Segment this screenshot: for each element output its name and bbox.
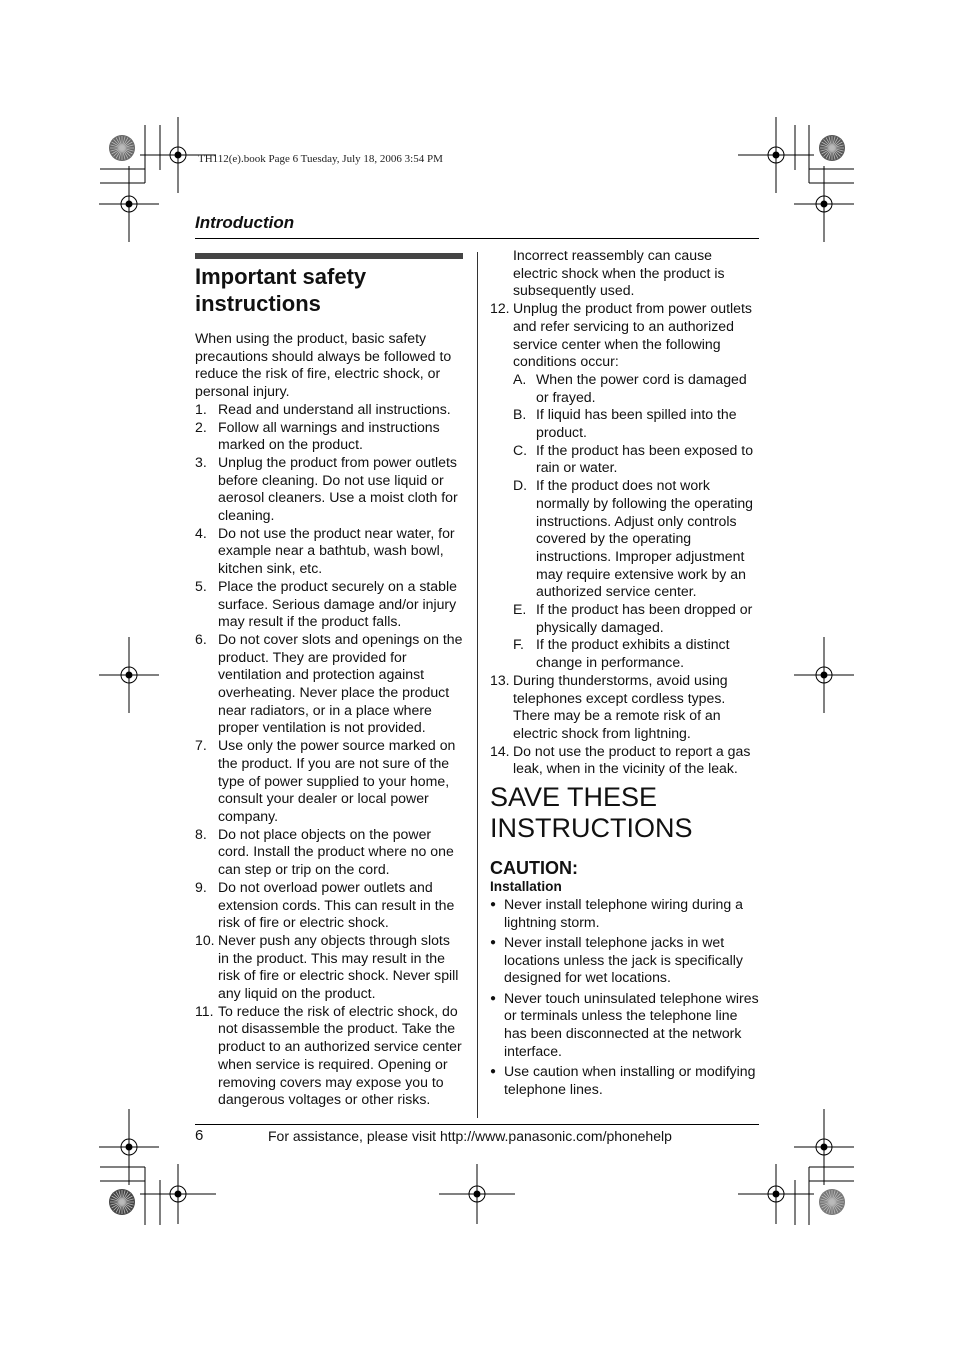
item-11-continued: Incorrect reassembly can cause electric shock when the product is subsequently used. xyxy=(513,247,725,299)
list-text: Unplug the product from power outlets and refer servicing to an authorized service center when the following conditions occur: xyxy=(513,300,752,370)
list-text: When the power cord is damaged or frayed. xyxy=(536,370,747,405)
list-number: 11. xyxy=(195,1002,214,1019)
list-item xyxy=(513,636,759,671)
list-text: If the product does not work normally by following the operating instructions. Adjust only controls covered by the operating instructions. Improper adjustment may require extensive work by an authorized service center. xyxy=(536,477,754,600)
list-number: 7. xyxy=(195,737,207,754)
list-item xyxy=(490,672,759,743)
list-number: C. xyxy=(513,441,528,458)
list-item xyxy=(195,578,463,631)
right-column xyxy=(490,247,759,1101)
page-title: Important safety instructions xyxy=(195,264,367,316)
list-item xyxy=(195,879,463,932)
safety-list-left xyxy=(195,401,463,1109)
list-item xyxy=(195,1003,463,1109)
bullet-icon: ● xyxy=(490,1065,497,1077)
list-item xyxy=(513,442,759,477)
list-item xyxy=(195,419,463,454)
safety-list-right xyxy=(490,300,759,778)
list-text: If the product has been exposed to rain or water. xyxy=(536,441,754,476)
caution-heading: CAUTION: xyxy=(490,858,578,879)
list-number: E. xyxy=(513,601,527,618)
list-number: A. xyxy=(513,370,527,387)
bullet-icon: ● xyxy=(490,899,497,911)
print-timestamp: TH112(e).book Page 6 Tuesday, July 18, 2006 3:54 PM xyxy=(198,153,443,165)
list-number: F. xyxy=(513,636,524,653)
list-number: 14. xyxy=(490,742,510,759)
list-item xyxy=(195,454,463,525)
list-number: 2. xyxy=(195,418,207,435)
list-text: During thunderstorms, avoid using telephones except cordless types. There may be a remote risk of an electric shock from lightning. xyxy=(513,671,728,741)
left-column xyxy=(195,330,463,1109)
list-text: Follow all warnings and instructions marked on the product. xyxy=(218,418,440,453)
caution-text: Never install telephone jacks in wet locations unless the jack is specifically designed for wet locations. xyxy=(504,934,743,986)
list-number: 6. xyxy=(195,630,207,647)
column-divider xyxy=(477,252,478,1118)
list-text: Do not use the product near water, for example near a bathtub, wash bowl, kitchen sink, etc. xyxy=(218,524,455,577)
caution-item xyxy=(490,990,759,1061)
bullet-icon: ● xyxy=(490,937,497,948)
list-item xyxy=(490,300,759,672)
list-item xyxy=(195,525,463,578)
installation-subheading: Installation xyxy=(490,879,562,895)
list-text: To reduce the risk of electric shock, do not disassemble the product. Take the product to an authorized service center when service is required. Opening or removing covers may expose you to dangerous voltages or other risks. xyxy=(218,1002,462,1108)
list-text: Do not use the product to report a gas leak, when in the vicinity of the leak. xyxy=(513,742,751,777)
list-number: 10. xyxy=(195,931,215,948)
save-instructions-heading: SAVE THESE INSTRUCTIONS xyxy=(490,782,693,844)
caution-item xyxy=(490,1063,759,1098)
bullet-icon: ● xyxy=(490,992,497,1004)
list-text: Place the product securely on a stable surface. Serious damage and/or injury may result if the product falls. xyxy=(218,577,457,630)
list-item xyxy=(195,737,463,826)
list-number: 4. xyxy=(195,524,207,541)
list-item xyxy=(513,406,759,441)
caution-text: Never touch uninsulated telephone wires or terminals unless the telephone line has been disconnected at the network interface. xyxy=(504,989,759,1059)
list-text: If liquid has been spilled into the product. xyxy=(536,406,737,441)
conditions-list xyxy=(513,371,759,672)
footer-rule xyxy=(195,1124,759,1125)
list-number: D. xyxy=(513,477,528,494)
list-number: B. xyxy=(513,406,527,423)
list-item xyxy=(490,743,759,778)
list-item xyxy=(195,826,463,879)
caution-text: Never install telephone wiring during a lightning storm. xyxy=(504,896,743,930)
list-text: Use only the power source marked on the product. If you are not sure of the type of power supplied to your home, consult your dealer or local power company. xyxy=(218,737,456,824)
list-item xyxy=(513,371,759,406)
list-number: 5. xyxy=(195,577,207,594)
caution-list xyxy=(490,896,759,1098)
list-text: If the product has been dropped or physically damaged. xyxy=(536,601,753,635)
header-rule xyxy=(195,238,759,239)
list-text: Never push any objects through slots in the product. This may result in the risk of fire or electric shock. Never spill any liquid on the product. xyxy=(218,931,459,1002)
list-item xyxy=(513,477,759,601)
list-item xyxy=(513,601,759,636)
page-number: 6 xyxy=(195,1127,204,1144)
list-item xyxy=(195,631,463,737)
footer-assistance: For assistance, please visit http://www.panasonic.com/phonehelp xyxy=(268,1128,672,1144)
title-bar xyxy=(195,253,463,259)
list-text: Read and understand all instructions. xyxy=(218,400,451,417)
list-text: Do not cover slots and openings on the product. They are provided for ventilation and protection against overheating. Never place the product near radiators, or in a place where proper ventilation is not provided. xyxy=(218,630,463,736)
list-text: Do not overload power outlets and extension cords. This can result in the risk of fire or electric shock. xyxy=(218,878,455,931)
section-title: Introduction xyxy=(195,213,295,232)
list-text: If the product exhibits a distinct change in performance. xyxy=(536,636,730,671)
list-number: 3. xyxy=(195,453,207,470)
caution-item xyxy=(490,934,759,987)
list-item xyxy=(195,401,463,419)
list-text: Do not place objects on the power cord. Install the product where no one can step or trip on the cord. xyxy=(218,825,454,878)
list-number: 12. xyxy=(490,300,510,317)
list-number: 13. xyxy=(490,671,510,688)
intro-paragraph: When using the product, basic safety precautions should always be followed to reduce the risk of fire, electric shock, or personal injury. xyxy=(195,330,452,400)
list-number: 9. xyxy=(195,878,207,895)
list-item xyxy=(195,932,463,1003)
caution-item xyxy=(490,896,759,931)
list-text: Unplug the product from power outlets before cleaning. Do not use liquid or aerosol cleaners. Use a moist cloth for cleaning. xyxy=(218,453,458,524)
caution-text: Use caution when installing or modifying telephone lines. xyxy=(504,1062,756,1097)
list-number: 1. xyxy=(195,400,207,417)
list-number: 8. xyxy=(195,825,207,842)
